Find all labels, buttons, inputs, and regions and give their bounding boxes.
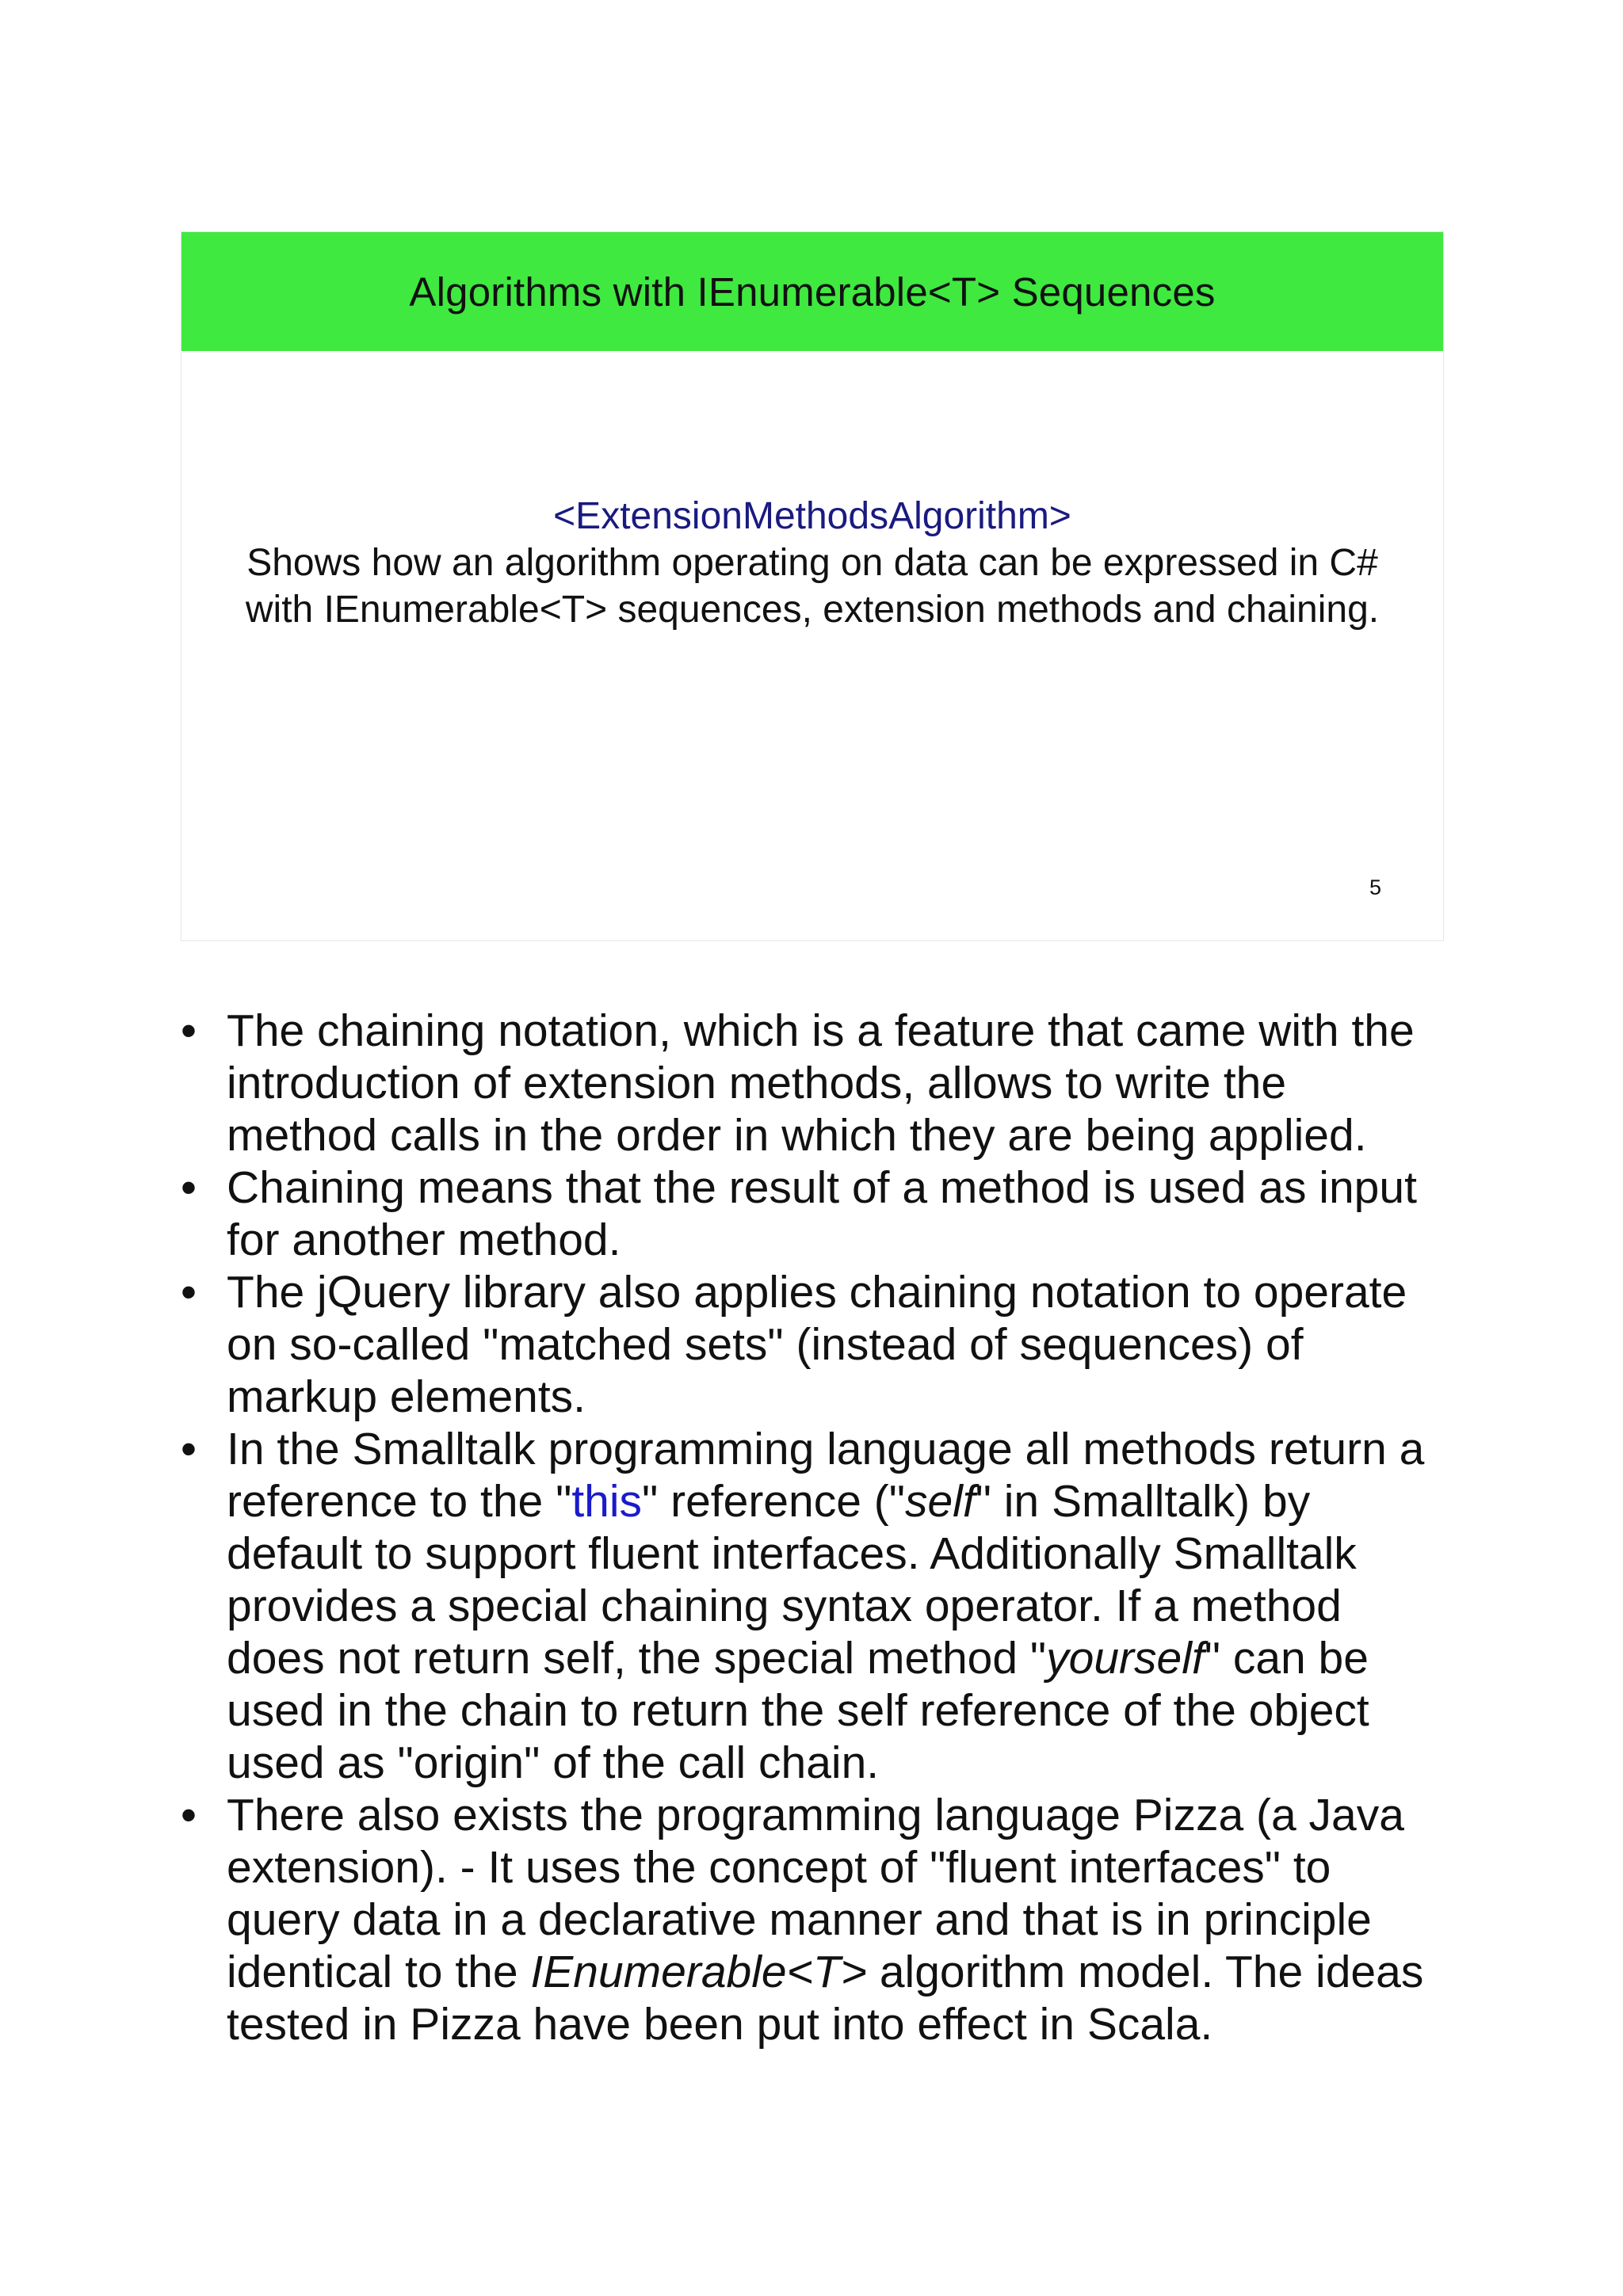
slide-frame [181,231,1444,941]
ienumerable-term: IEnumerable<T> [530,1947,867,1997]
list-item [181,1266,1449,1423]
note-text-segment: In the Smalltalk programming language all methods return a reference to the " [227,1424,1425,1527]
this-keyword: this [571,1476,643,1527]
slide-header [181,232,1443,351]
note-text-segment: There also exists the programming language Pizza (a Java extension). - It uses the concept of "fluent interfaces" to query data in a declarative manner and that is in principle identical to the [227,1790,1404,1997]
example-tag: <ExtensionMethodsAlgorithm> [553,495,1071,537]
note-text-segment: " in Smalltalk) by default to support fluent interfaces. Additionally Smalltalk provides a special chaining syntax operator. If a method does not return self, the special method " [227,1476,1357,1684]
list-item [181,1161,1449,1266]
yourself-keyword: yourself [1046,1633,1205,1684]
list-item [181,1005,1449,1161]
list-item [181,1789,1449,2050]
note-text [227,1424,1424,1788]
note-text: The jQuery library also applies chaining notation to operate on so-called "matched sets" (instead of sequences) of markup elements. [227,1267,1407,1422]
note-text [227,1790,1423,2050]
bullet-icon: • [181,1162,197,1213]
bullet-icon: • [181,1267,197,1318]
note-text: Chaining means that the result of a method is used as input for another method. [227,1162,1417,1265]
bullet-icon: • [181,1790,197,1840]
bullet-icon: • [181,1424,197,1474]
note-text-segment: " can be used in the chain to return the self reference of the object used as "origin" of the call chain. [227,1633,1369,1788]
self-keyword: self [904,1476,976,1527]
bullet-icon: • [181,1005,197,1056]
page-number: 5 [1369,875,1381,899]
list-item [181,1423,1449,1789]
note-text-segment: algorithm model. The ideas tested in Pizza have been put into effect in Scala. [227,1947,1424,2050]
note-text-segment: " reference (" [642,1476,905,1527]
slide-body [181,494,1443,633]
notes-list [181,1005,1449,2050]
example-description: Shows how an algorithm operating on data can be expressed in C# with IEnumerable<T> sequences, extension methods and chaining. [245,542,1380,631]
note-text: The chaining notation, which is a feature that came with the introduction of extension methods, allows to write the method calls in the order in which they are being applied. [227,1005,1415,1161]
slide-title: Algorithms with IEnumerable<T> Sequences [409,269,1216,315]
